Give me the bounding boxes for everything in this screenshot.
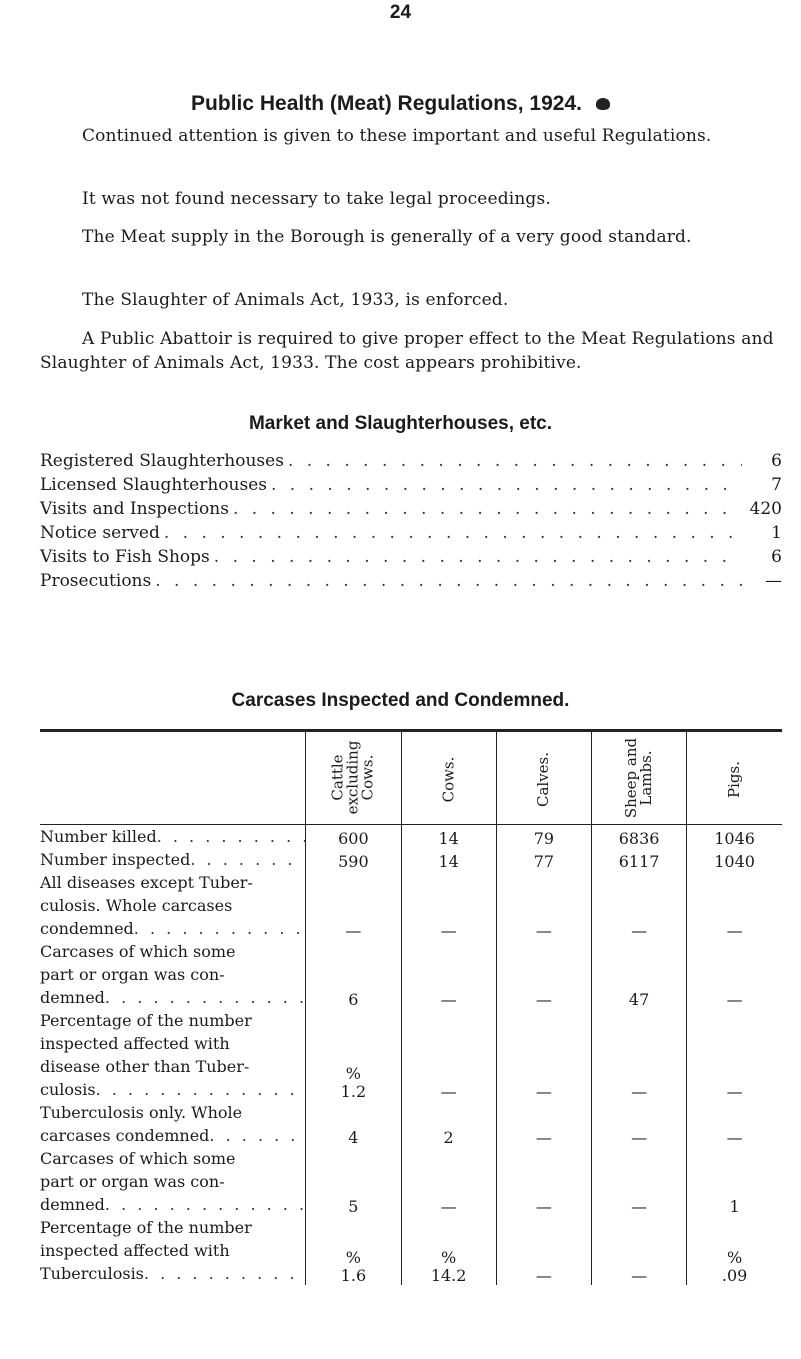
page-number: 24	[389, 2, 412, 23]
row-label	[40, 825, 306, 849]
row-label-text: culosis. Whole carcases	[40, 896, 233, 915]
row-label-text: Percentage of the number	[40, 1011, 252, 1030]
percent-sign: %	[727, 1248, 743, 1267]
cell-value: —	[726, 990, 743, 1009]
cell-value: 47	[628, 990, 650, 1009]
cell-value: —	[631, 921, 648, 940]
cell-value: 1	[729, 1197, 740, 1216]
cell-value: —	[345, 921, 362, 940]
row-label	[40, 848, 306, 871]
dot-leader	[144, 1262, 305, 1285]
market-stats	[40, 449, 782, 593]
percent-sign: %	[345, 1248, 361, 1267]
column-header-line: Lambs.	[637, 749, 656, 806]
table-cell	[306, 871, 401, 940]
cell-value: —	[535, 1197, 552, 1216]
cell-value: —	[535, 921, 552, 940]
row-label-text: Percentage of the number	[40, 1218, 252, 1237]
column-header-line: Sheep and	[622, 737, 641, 818]
row-label-line	[40, 1124, 305, 1147]
row-label-text: Tuberculosis	[40, 1264, 144, 1283]
stat-row	[40, 521, 782, 545]
table-cell	[306, 1147, 401, 1216]
section-title	[0, 92, 801, 116]
table-cell	[401, 848, 496, 871]
stat-label: Visits to Fish Shops	[40, 547, 210, 567]
column-header-label	[328, 740, 377, 815]
cell-value: 1.6	[340, 1266, 367, 1285]
cell-value: —	[726, 1128, 743, 1147]
dot-leader	[96, 1078, 306, 1101]
column-header	[306, 731, 401, 825]
column-header-line: Cows.	[358, 754, 377, 801]
cell-value: —	[631, 1128, 648, 1147]
row-label-line	[40, 848, 305, 871]
row-label	[40, 1101, 306, 1147]
row-label-line	[40, 986, 305, 1009]
table-row	[40, 1009, 782, 1101]
table-cell	[591, 825, 686, 849]
row-label	[40, 940, 306, 1009]
row-label-text: Number killed	[40, 827, 157, 846]
table-header-row	[40, 731, 782, 825]
cell-value: 77	[533, 852, 555, 871]
stat-row	[40, 545, 782, 569]
table-cell	[496, 940, 591, 1009]
table-cell	[401, 825, 496, 849]
table-row	[40, 1216, 782, 1285]
row-label-line	[40, 917, 305, 940]
column-header-line: Cows.	[439, 756, 458, 802]
market-heading: Market and Slaughterhouses, etc.	[248, 413, 553, 434]
table-cell	[401, 1101, 496, 1147]
paragraph-4: The Slaughter of Animals Act, 1933, is enforced.	[82, 290, 509, 310]
dot-leader	[284, 449, 742, 473]
paragraph-5: A Public Abattoir is required to give proper effect to the Meat Regulations and Slaughter of Animals Act, 1933. The cost appears prohibitive.	[40, 329, 774, 373]
row-label	[40, 1009, 306, 1101]
stat-row	[40, 473, 782, 497]
dot-leader	[210, 545, 742, 569]
row-label-text: Carcases of which some	[40, 1149, 236, 1168]
cell-value: 600	[338, 829, 369, 848]
table-cell	[496, 1216, 591, 1285]
row-label-line	[40, 1032, 305, 1055]
cell-value: —	[726, 921, 743, 940]
cell-value: 5	[348, 1197, 359, 1216]
table-cell	[591, 1216, 686, 1285]
row-label-line	[40, 1009, 305, 1032]
table-row	[40, 1101, 782, 1147]
cell-value: —	[631, 1082, 648, 1101]
cell-value: —	[631, 1197, 648, 1216]
stat-value: 6	[771, 547, 782, 567]
cell-value: 1040	[714, 852, 755, 871]
table-cell	[401, 1216, 496, 1285]
column-header	[401, 731, 496, 825]
row-label-text: part or organ was con-	[40, 965, 225, 984]
row-label-text: inspected affected with	[40, 1034, 230, 1053]
table-cell	[687, 1009, 782, 1101]
stat-value: —	[765, 571, 782, 591]
row-label	[40, 1216, 306, 1285]
row-label-text: culosis	[40, 1080, 96, 1099]
cell-value: 1.2	[340, 1082, 367, 1101]
table-cell	[687, 940, 782, 1009]
dot-leader	[105, 1193, 305, 1216]
column-header-label	[441, 756, 456, 802]
row-label-line	[40, 1262, 305, 1285]
carcases-table	[40, 729, 782, 1285]
table-row	[40, 825, 782, 849]
cell-value: —	[535, 990, 552, 1009]
row-label-text: inspected affected with	[40, 1241, 230, 1260]
row-label-text: carcases condemned	[40, 1126, 210, 1145]
table-cell	[687, 825, 782, 849]
cell-value: 590	[338, 852, 369, 871]
cell-value: 1046	[714, 829, 755, 848]
row-label-line	[40, 871, 305, 894]
dot-leader	[151, 569, 742, 593]
percent-sign: %	[345, 1064, 361, 1083]
row-label-text: part or organ was con-	[40, 1172, 225, 1191]
row-label-line	[40, 1078, 305, 1101]
cell-value: —	[535, 1082, 552, 1101]
stat-row	[40, 449, 782, 473]
dot-leader	[267, 473, 742, 497]
row-label-line	[40, 1055, 305, 1078]
row-label-line	[40, 894, 305, 917]
row-label	[40, 871, 306, 940]
column-header-line: Pigs.	[725, 760, 744, 798]
stat-row	[40, 497, 782, 521]
stat-label: Licensed Slaughterhouses	[40, 475, 267, 495]
cell-value: .09	[721, 1266, 748, 1285]
stat-label: Registered Slaughterhouses	[40, 451, 284, 471]
row-label-line	[40, 1216, 305, 1239]
table-cell	[496, 1101, 591, 1147]
cell-value: 4	[348, 1128, 359, 1147]
stat-label: Notice served	[40, 523, 160, 543]
paragraph-2: It was not found necessary to take legal proceedings.	[82, 189, 551, 209]
table-row	[40, 940, 782, 1009]
table-cell	[306, 940, 401, 1009]
row-label	[40, 1147, 306, 1216]
cell-value: —	[440, 921, 457, 940]
table-row	[40, 848, 782, 871]
row-label-line	[40, 963, 305, 986]
table-cell	[401, 940, 496, 1009]
cell-value: 6	[348, 990, 359, 1009]
table-cell	[687, 871, 782, 940]
column-header-line: Cattle	[328, 754, 347, 801]
table-cell	[591, 848, 686, 871]
dot-leader	[229, 497, 742, 521]
table-cell	[496, 871, 591, 940]
cell-value: —	[726, 1082, 743, 1101]
table-cell	[401, 871, 496, 940]
table-cell	[306, 848, 401, 871]
table-cell	[591, 1147, 686, 1216]
table-cell	[591, 940, 686, 1009]
paragraph-1: Continued attention is given to these important and useful Regulations.	[82, 126, 712, 146]
stat-value: 1	[771, 523, 782, 543]
row-label-text: All diseases except Tuber-	[40, 873, 253, 892]
table-row	[40, 1147, 782, 1216]
dot-leader	[209, 1124, 305, 1147]
stat-label: Prosecutions	[40, 571, 152, 591]
stat-value: 420	[749, 499, 782, 519]
section-title-text: Public Health (Meat) Regulations, 1924.	[191, 92, 582, 115]
cell-value: —	[440, 990, 457, 1009]
table-cell	[687, 1147, 782, 1216]
table-cell	[591, 871, 686, 940]
cell-value: —	[535, 1266, 552, 1285]
dot-leader	[190, 848, 305, 871]
table-cell	[496, 1147, 591, 1216]
cell-value: —	[440, 1082, 457, 1101]
column-header	[496, 731, 591, 825]
cell-value: —	[631, 1266, 648, 1285]
cell-value: 14.2	[430, 1266, 467, 1285]
table-cell	[687, 1216, 782, 1285]
table-cell	[591, 1009, 686, 1101]
table-row	[40, 871, 782, 940]
row-label-line	[40, 1239, 305, 1262]
row-label-line	[40, 1193, 305, 1216]
row-label-text: Number inspected	[40, 850, 191, 869]
table-cell	[401, 1147, 496, 1216]
column-header	[687, 731, 782, 825]
header-blank	[40, 731, 306, 825]
table-cell	[687, 1101, 782, 1147]
paragraph-3: The Meat supply in the Borough is generally of a very good standard.	[82, 227, 692, 247]
row-label-line	[40, 1170, 305, 1193]
stat-value: 7	[771, 475, 782, 495]
cell-value: —	[440, 1197, 457, 1216]
row-label-text: demned	[40, 988, 105, 1007]
column-header-label	[624, 737, 654, 817]
row-label-text: demned	[40, 1195, 105, 1214]
row-label-line	[40, 940, 305, 963]
row-label-text: disease other than Tuber-	[40, 1057, 250, 1076]
stat-row	[40, 569, 782, 593]
dot-leader	[160, 521, 742, 545]
row-label-line	[40, 825, 305, 848]
cell-value: 14	[438, 829, 459, 848]
cell-value: 14	[438, 852, 459, 871]
table-cell	[401, 1009, 496, 1101]
table-cell	[591, 1101, 686, 1147]
table-cell	[306, 1216, 401, 1285]
table-cell	[306, 1009, 401, 1101]
carcases-heading: Carcases Inspected and Condemned.	[231, 690, 570, 711]
table-body	[40, 825, 782, 1286]
column-header-label	[727, 761, 742, 798]
column-header	[591, 731, 686, 825]
stat-label: Visits and Inspections	[40, 499, 229, 519]
cell-value: —	[535, 1128, 552, 1147]
table-cell	[496, 1009, 591, 1101]
cell-value: 2	[443, 1128, 454, 1147]
row-label-line	[40, 1147, 305, 1170]
table-cell	[496, 848, 591, 871]
row-label-line	[40, 1101, 305, 1124]
dot-leader	[105, 986, 305, 1009]
row-label-text: Carcases of which some	[40, 942, 236, 961]
table-cell	[496, 825, 591, 849]
row-label-text: Tuberculosis only. Whole	[40, 1103, 243, 1122]
percent-sign: %	[441, 1248, 457, 1267]
row-label-text: condemned	[40, 919, 134, 938]
table-cell	[306, 1101, 401, 1147]
dot-leader	[134, 917, 305, 940]
table-cell	[306, 825, 401, 849]
dot-leader	[157, 825, 306, 848]
stat-value: 6	[771, 451, 782, 471]
column-header-line: Calves.	[534, 751, 553, 807]
table-cell	[687, 848, 782, 871]
crest-icon	[596, 98, 610, 110]
cell-value: 79	[533, 829, 555, 848]
column-header-label	[536, 751, 551, 806]
cell-value: 6836	[618, 829, 660, 848]
cell-value: 6117	[618, 852, 660, 871]
column-header-line: excluding	[343, 740, 362, 815]
